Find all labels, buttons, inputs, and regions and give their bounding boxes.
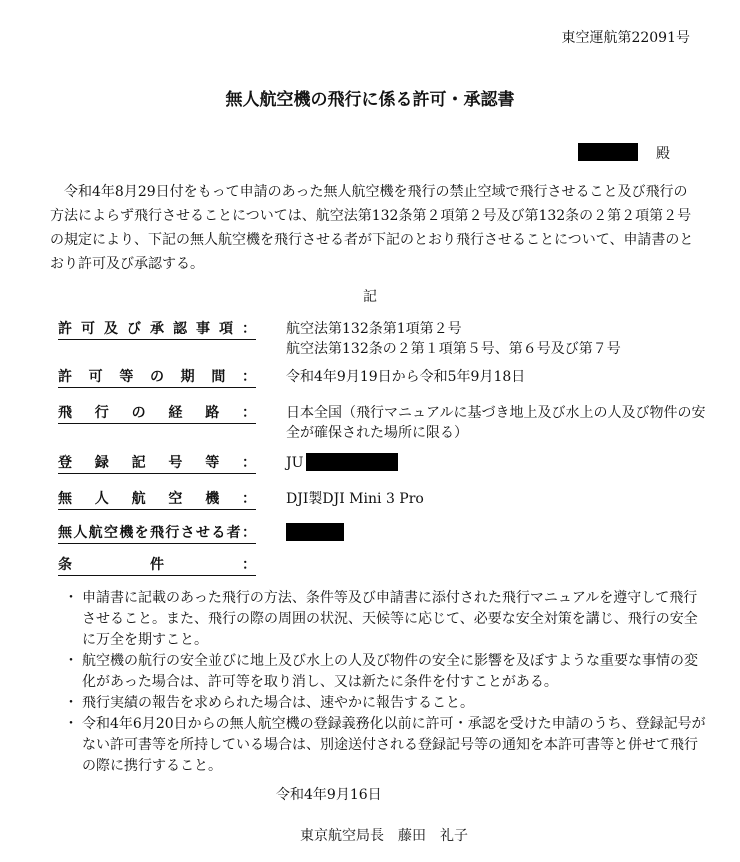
body-paragraph: 令和4年8月29日付をもって申請のあった無人航空機を飛行の禁止空域で飛行させること及び飛行の方法によらず飛行させることについては、航空法第132条第２項第２号及び第132条の２第２項第２号の規定により、下記の無人航空機を飛行させる者が下記のとおり飛行させることについて、申請書のとおり許可及び承認する。	[50, 184, 694, 272]
label-conditions: 条件：	[58, 556, 256, 576]
condition-item: ・ 飛行実績の報告を求められた場合は、速やかに報告すること。	[68, 693, 708, 714]
document-title: 無人航空機の飛行に係る許可・承認書	[225, 90, 515, 110]
conditions-list	[68, 588, 708, 777]
issue-date: 令和4年9月16日	[276, 787, 382, 803]
document-number: 東空運航第22091号	[561, 30, 690, 46]
label-registration: 登録記号等：	[58, 454, 256, 474]
value-flight-route: 日本全国（飛行マニュアルに基づき地上及び水上の人及び物件の安全が確保された場所に限る）	[286, 405, 706, 441]
label-flight-route: 飛行の経路：	[58, 404, 256, 424]
value-approval-items	[286, 319, 706, 359]
value-aircraft: DJI製DJI Mini 3 Pro	[286, 491, 424, 507]
value-period: 令和4年9月19日から令和5年9月18日	[286, 369, 526, 385]
label-period: 許可等の期間：	[58, 368, 256, 388]
condition-item: ・ 航空機の航行の安全並びに地上及び水上の人及び物件の安全に影響を及ぼすような重要な事情の変化があった場合は、許可等を取り消し、又は新たに条件を付すことがある。	[68, 651, 708, 693]
redacted-addressee	[578, 143, 638, 161]
value-approval-line1: 航空法第132条第1項第２号	[286, 321, 462, 337]
redacted-registration	[306, 453, 398, 471]
ki-heading: 記	[363, 289, 377, 305]
label-approval-items: 許可及び承認事項：	[58, 320, 256, 340]
label-operator: 無人航空機を飛行させる者：	[58, 524, 256, 544]
condition-item: ・ 申請書に記載のあった飛行の方法、条件等及び申請書に添付された飛行マニュアルを遵守して飛行させること。また、飛行の際の周囲の状況、天候等に応じて、必要な安全対策を講じ、飛行の安全に万全を期すこと。	[68, 588, 708, 651]
value-registration: JU	[286, 455, 304, 471]
redacted-operator	[286, 523, 344, 541]
addressee-honorific: 殿	[656, 146, 670, 162]
issuer-signature: 東京航空局長 藤田 礼子	[300, 828, 468, 844]
label-aircraft: 無人航空機：	[58, 490, 256, 510]
condition-item: ・ 令和4年6月20日からの無人航空機の登録義務化以前に許可・承認を受けた申請のうち、登録記号がない許可書等を所持している場合は、別途送付される登録記号等の通知を本許可書等と併せて飛行の際に携行すること。	[68, 714, 708, 777]
value-approval-line2: 航空法第132条の２第１項第５号、第６号及び第７号	[286, 341, 621, 357]
